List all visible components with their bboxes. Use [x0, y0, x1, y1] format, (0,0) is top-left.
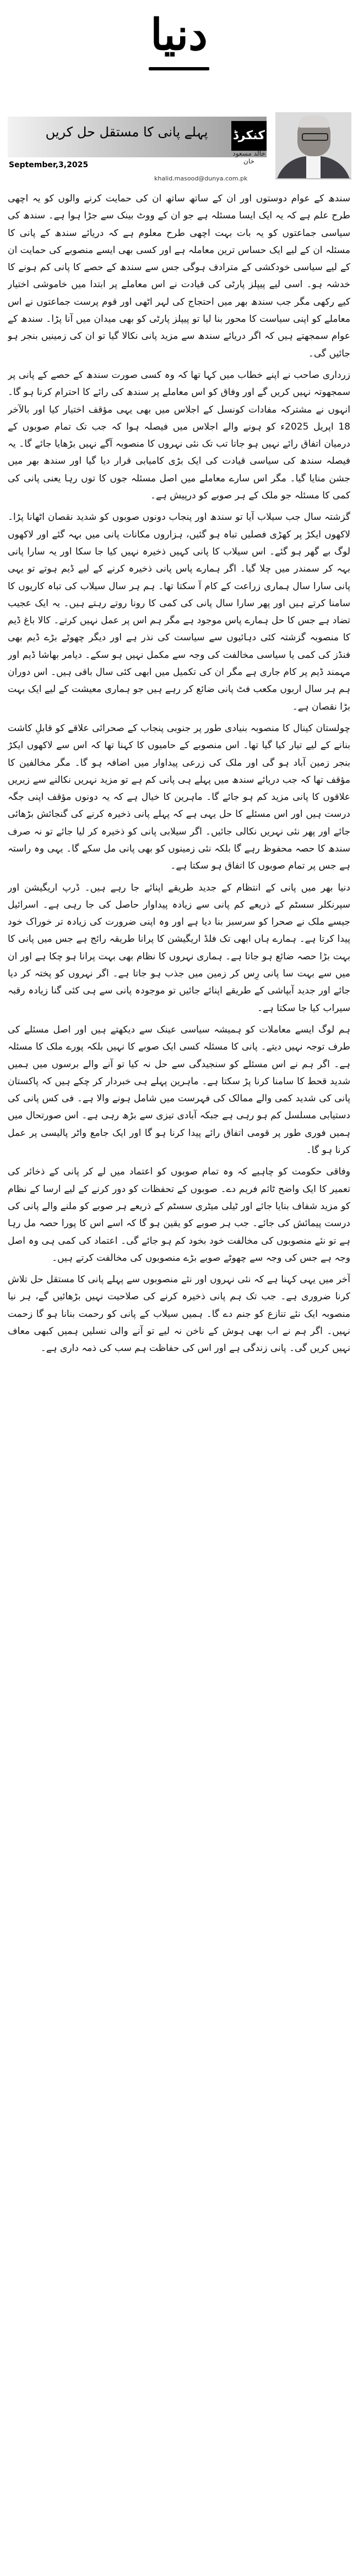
article-paragraph: دنیا بھر میں پانی کے انتظام کے جدید طریقے اپنائے جا رہے ہیں۔ ڈرپ اریگیشن اور سپرنکلر سسٹم کے ذریعے کم پانی سے زیادہ پیداوار حاصل کی جا رہی ہے۔ اسرائیل جیسے ملک نے صحرا کو سرسبز بنا دیا ہے اور وہ اپنی ضرورت کی زیادہ تر خوراک خود پیدا کرتا ہے۔ ہمارے ہاں ابھی تک فلڈ اریگیشن کا پرانا طریقہ رائج ہے جس میں پانی کا بہت بڑا حصہ ضائع ہو جاتا ہے۔ ہماری نہروں کا نظام بھی بہت پرانا ہو چکا ہے اور ان میں سے بہت سا پانی رِس کر زمین میں جذب ہو جاتا ہے۔ اگر نہروں کو پختہ کر دیا جائے اور جدید آبپاشی کے طریقے اپنائے جائیں تو موجودہ پانی سے ہی کئی گنا زیادہ رقبہ سیراب کیا جا سکتا ہے۔ — [8, 882, 350, 1014]
article-paragraph: گزشتہ سال جب سیلاب آیا تو سندھ اور پنجاب دونوں صوبوں کو شدید نقصان اٹھانا پڑا۔ لاکھوں ایکڑ پر کھڑی فصلیں تباہ ہو گئیں، ہزاروں مکانات پانی میں بہہ گئے اور لاکھوں لوگ بے گھر ہو گئے۔ اس سیلاب کا پانی کہیں ذخیرہ نہیں کیا جا سکا اور یہ سارا پانی بہہ کر سمندر میں چلا گیا۔ اگر ہمارے پاس پانی ذخیرہ کرنے کے لیے ڈیم ہوتے تو یہی پانی سارا سال ہماری زراعت کے کام آ سکتا تھا۔ ہم ہر سال سیلاب کی تباہ کاریوں کا سامنا کرتے ہیں اور پھر سارا سال پانی کی کمی کا رونا روتے رہتے ہیں۔ یہ ایک عجیب تضاد ہے جس کا حل ہمارے پاس موجود ہے مگر ہم اس پر عمل نہیں کرتے۔ کالا باغ ڈیم کا منصوبہ گزشتہ کئی دہائیوں سے سیاست کی نذر ہے اور دیگر چھوٹے بڑے ڈیم بھی فنڈز کی کمی یا سیاسی مخالفت کی وجہ سے مکمل نہیں ہو سکے۔ دیامر بھاشا ڈیم اور مہمند ڈیم پر کام جاری ہے مگر ان کی تکمیل میں ابھی کئی سال باقی ہیں۔ اس دوران ہم ہر سال اربوں مکعب فٹ پانی ضائع کر رہے ہیں جو ہماری معیشت کے لیے ایک بہت بڑا نقصان ہے۔ — [8, 512, 350, 712]
author-photo-hair — [299, 116, 329, 128]
author-photo-glasses — [302, 133, 328, 141]
article-paragraph: سندھ کے عوام دوستوں اور ان کے ساتھ ساتھ ان کی حمایت کرنے والوں کو یہ اچھی طرح علم ہے کہ یہ ایک ایسا مسئلہ ہے جو ان کے ووٹ بینک سے جڑا ہوا ہے۔ سندھ کی سیاسی جماعتوں کو یہ بات بہت اچھی طرح معلوم ہے کہ دریائے سندھ کے پانی کا مسئلہ ان کے لیے ایک حساس ترین معاملہ ہے اور کسی بھی ایسے منصوبے کی حمایت ان کے لیے سیاسی خودکشی کے مترادف ہوگی جس سے سندھ کے حصے کا پانی کم ہونے کا خدشہ ہو۔ اسی لیے پیپلز پارٹی کی قیادت نے اس معاملے پر ابتدا میں خاموشی اختیار کیے رکھی مگر جب سندھ بھر میں احتجاج کی لہر اٹھی اور قوم پرست جماعتوں نے اس معاملے کو اپنی سیاست کا محور بنا لیا تو پیپلز پارٹی کو بھی میدان میں آنا پڑا۔ سندھ کے عوام سمجھتے ہیں کہ اگر دریائے سندھ سے مزید پانی نکالا گیا تو ان کی زمینیں بنجر ہو جائیں گی۔ — [8, 193, 350, 359]
article-paragraph: وفاقی حکومت کو چاہیے کہ وہ تمام صوبوں کو اعتماد میں لے کر پانی کے ذخائر کی تعمیر کا ایک واضح ٹائم فریم دے۔ صوبوں کے تحفظات کو دور کرنے کے لیے ارسا کے نظام کو مزید شفاف بنایا جائے اور ٹیلی میٹری سسٹم کے ذریعے ہر صوبے کو ملنے والے پانی کی درست پیمائش کی جائے۔ جب ہر صوبے کو یقین ہو گا کہ اسے اس کا پورا حصہ مل رہا ہے تو نئے منصوبوں کی مخالفت خود بخود کم ہو جائے گی۔ اعتماد کی کمی ہی وہ اصل وجہ ہے جس کی وجہ سے چھوٹے صوبے بڑے منصوبوں کی مخالفت کرتے ہیں۔ — [8, 1166, 350, 1264]
author-name: خالد مسعود خان — [232, 150, 265, 165]
logo-text: دنیا — [150, 10, 208, 60]
article-paragraph: زرداری صاحب نے اپنے خطاب میں کہا تھا کہ وہ کسی صورت سندھ کے حصے کے پانی پر سمجھوتہ نہیں کریں گے اور وفاق کو اس معاملے پر سندھ کی رائے کا احترام کرنا ہو گا۔ انہوں نے مشترکہ مفادات کونسل کے اجلاس میں بھی یہی مؤقف اختیار کیا اور بالآخر 18 اپریل 2025ء کو ہونے والے اجلاس میں فیصلہ ہوا کہ جب تک تمام صوبوں کے درمیان اتفاق رائے نہیں ہو جاتا تب تک نئی نہروں کا منصوبہ آگے نہیں بڑھایا جائے گا۔ یہ فیصلہ سندھ کی سیاسی قیادت کی ایک بڑی کامیابی قرار دیا گیا اور سندھ بھر میں جشن منایا گیا۔ مگر اس سارے معاملے میں اصل مسئلہ جوں کا توں رہا یعنی پانی کی کمی کا مسئلہ جو ملک کے ہر صوبے کو درپیش ہے۔ — [8, 369, 350, 502]
author-email: khalid.masood@dunya.com.pk — [154, 175, 248, 182]
author-photo-collar — [306, 156, 321, 178]
publish-date: September,3,2025 — [9, 161, 89, 169]
article-paragraph: چولستان کینال کا منصوبہ بنیادی طور پر جنوبی پنجاب کے صحرائی علاقے کو قابلِ کاشت بنانے کے لیے تیار کیا گیا تھا۔ اس منصوبے کے حامیوں کا کہنا تھا کہ اس سے لاکھوں ایکڑ بنجر زمین آباد ہو گی اور ملک کی زرعی پیداوار میں اضافہ ہو گا۔ مگر مخالفین کا مؤقف تھا کہ جب دریائے سندھ میں پہلے ہی پانی کم ہے تو مزید نہریں نکالنے سے زیریں علاقوں کا پانی مزید کم ہو جائے گا۔ ماہرین کا خیال ہے کہ یہ دونوں مؤقف اپنی جگہ درست ہیں اور اس مسئلے کا حل یہی ہے کہ پہلے پانی ذخیرہ کرنے کی گنجائش بڑھائی جائے اور پھر نئی نہریں نکالی جائیں۔ اگر سیلابی پانی کو ذخیرہ کر لیا جائے تو نہ صرف سندھ کا حصہ محفوظ رہے گا بلکہ نئی زمینوں کو بھی پانی مل سکے گا۔ یہی وہ راستہ ہے جس پر تمام صوبوں کا اتفاق ہو سکتا ہے۔ — [8, 722, 350, 872]
article-paragraph: آخر میں یہی کہنا ہے کہ نئی نہروں اور نئے منصوبوں سے پہلے پانی کا مستقل حل تلاش کرنا ضروری ہے۔ جب تک ہم پانی ذخیرہ کرنے کی صلاحیت نہیں بڑھائیں گے، ہر نیا منصوبہ ایک نئے تنازع کو جنم دے گا۔ ہمیں سیلاب کے پانی کو رحمت بنانا ہو گا زحمت نہیں۔ اگر ہم نے اب بھی ہوش کے ناخن نہ لیے تو آنے والی نسلیں ہمیں کبھی معاف نہیں کریں گی۔ پانی زندگی ہے اور اس کی حفاظت ہم سب کی ذمہ داری ہے۔ — [8, 1274, 350, 1354]
newspaper-logo — [143, 8, 215, 74]
column-title: پہلے پانی کا مستقل حل کریں — [45, 124, 208, 140]
column-header — [0, 110, 358, 187]
article-paragraph: ہم لوگ ایسے معاملات کو ہمیشہ سیاسی عینک سے دیکھتے ہیں اور اصل مسئلے کی طرف توجہ نہیں دیتے۔ پانی کا مسئلہ کسی ایک صوبے کا نہیں بلکہ پورے ملک کا مسئلہ ہے۔ اگر ہم نے اس مسئلے کو سنجیدگی سے حل نہ کیا تو آنے والے برسوں میں ہمیں شدید قحط کا سامنا کرنا پڑ سکتا ہے۔ ماہرین پہلے ہی خبردار کر چکے ہیں کہ پاکستان پانی کی شدید کمی والے ممالک کی فہرست میں شامل ہونے والا ہے۔ فی کس پانی کی دستیابی مسلسل کم ہو رہی ہے جبکہ آبادی تیزی سے بڑھ رہی ہے۔ اس صورتحال میں ہمیں فوری طور پر قومی اتفاق رائے پیدا کرنا ہو گا اور ایک جامع واٹر پالیسی پر عمل کرنا ہو گا۔ — [8, 1024, 350, 1156]
column-brand-label: کنکرڈ — [231, 121, 267, 151]
newspaper-masthead — [0, 0, 358, 105]
logo-underline — [149, 67, 209, 70]
author-photo — [275, 112, 351, 179]
article-body — [8, 190, 350, 2561]
